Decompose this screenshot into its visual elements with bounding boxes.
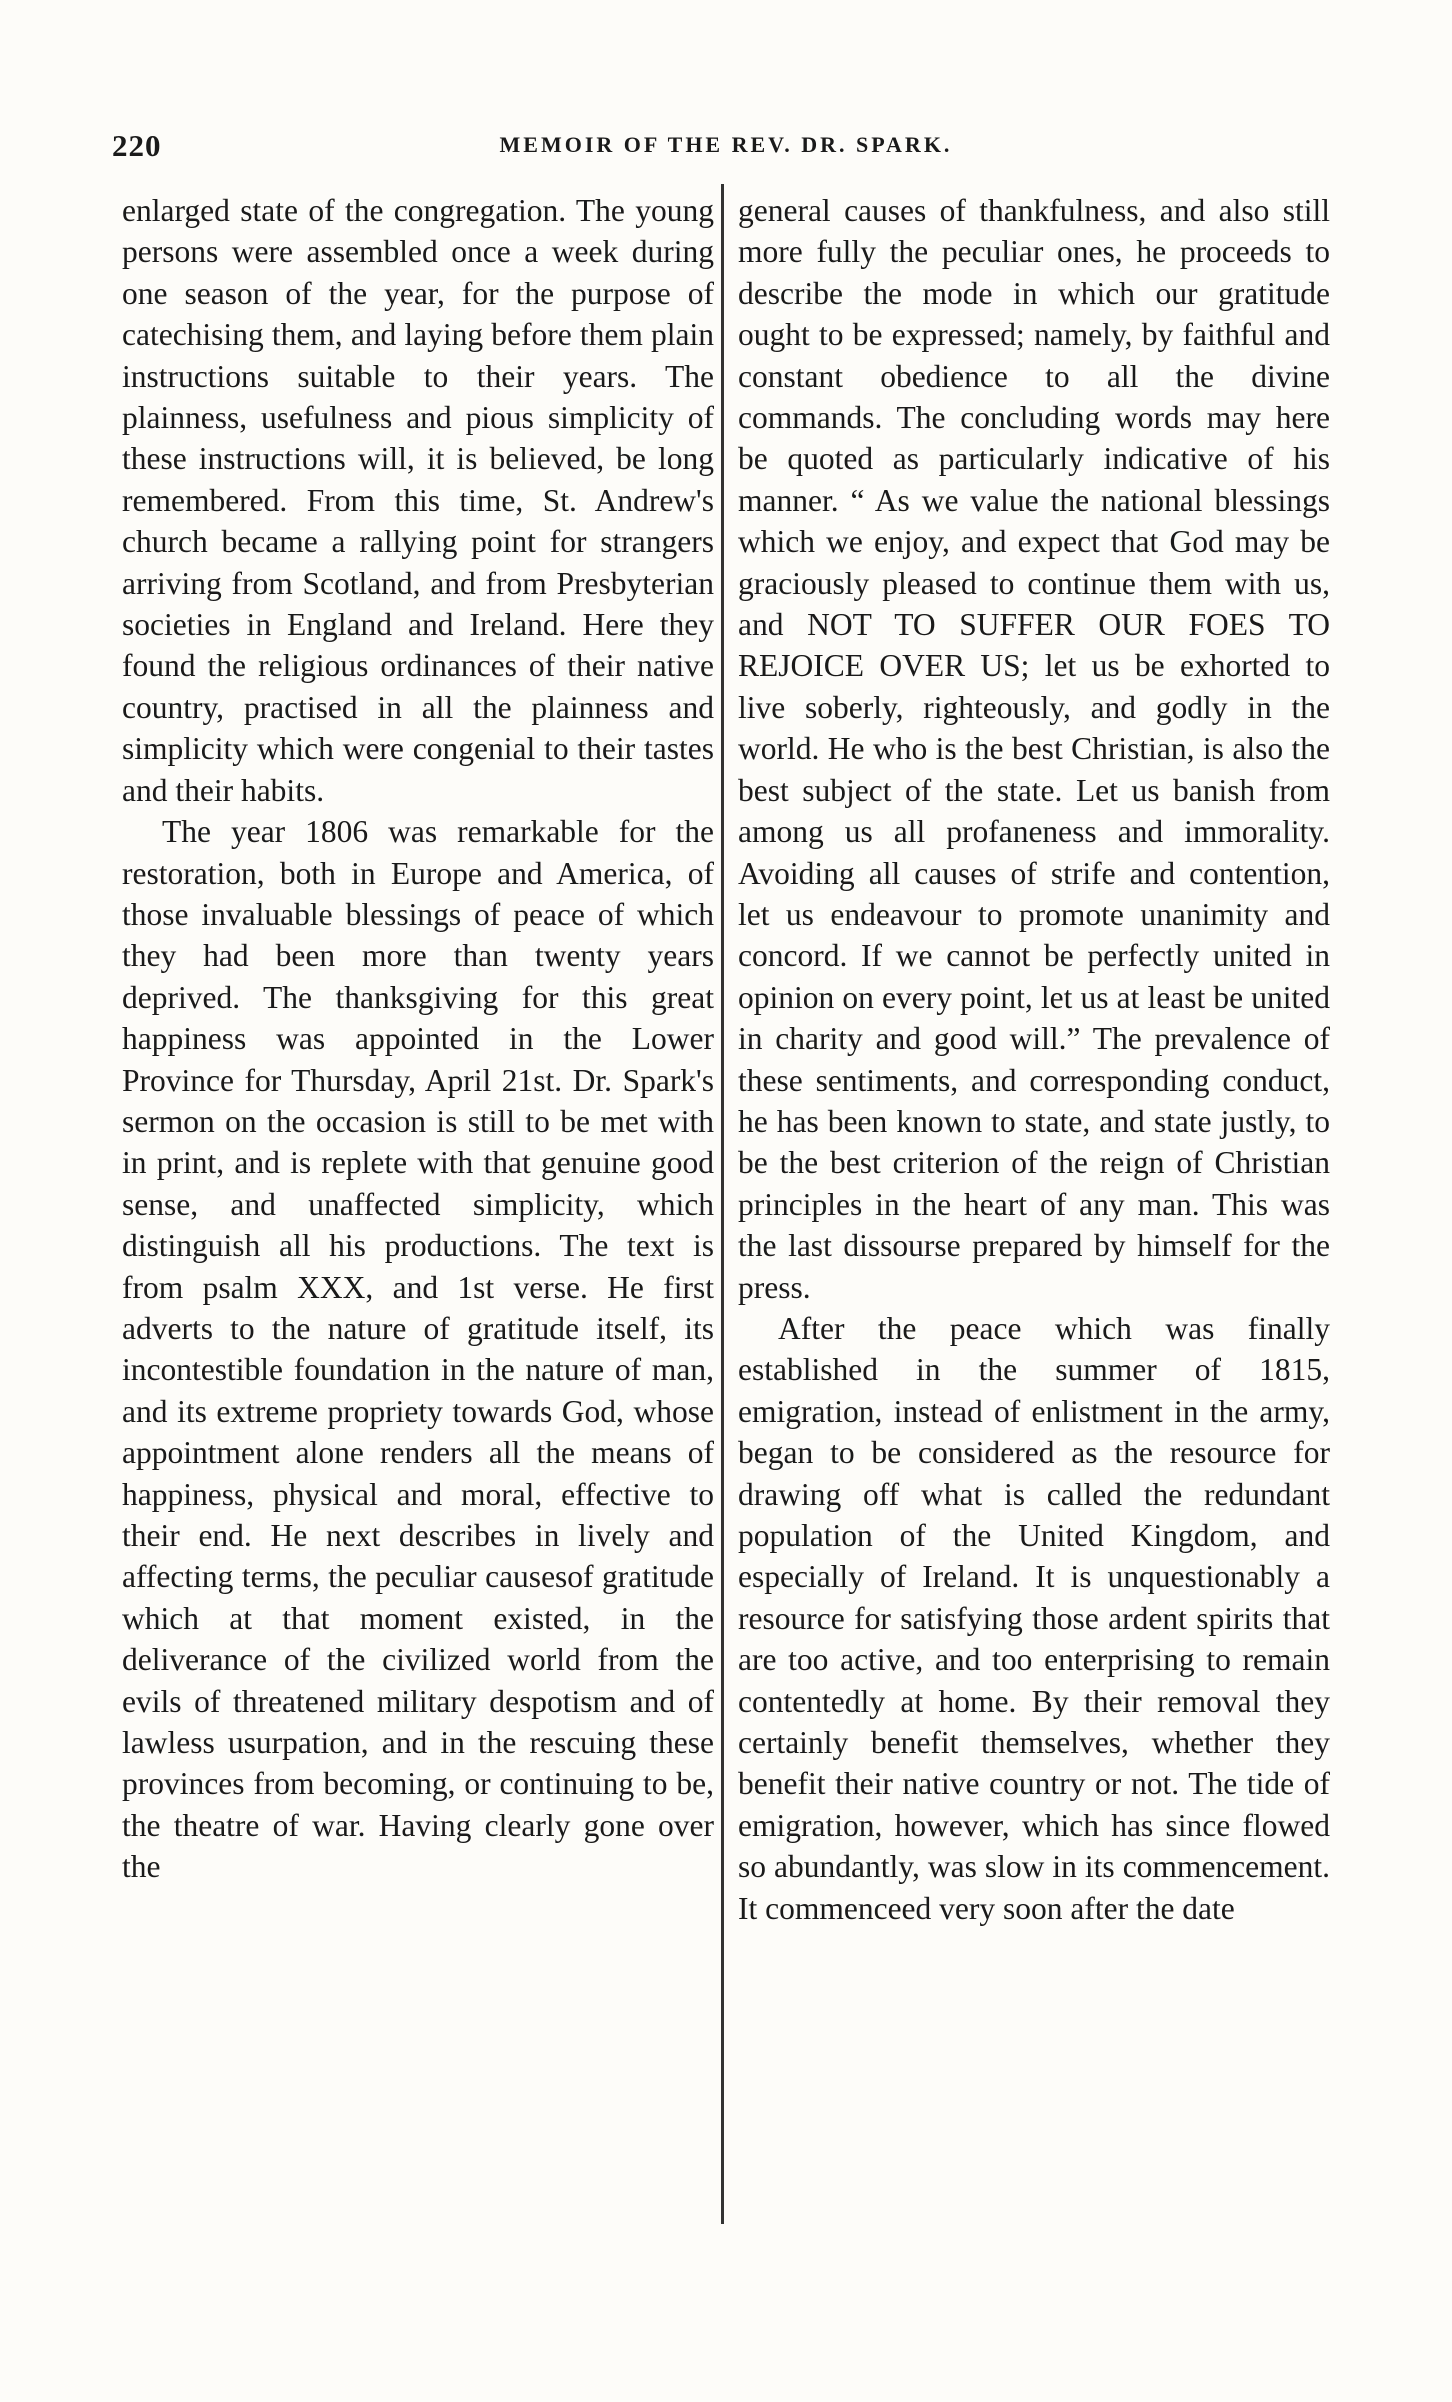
- page-header: [112, 128, 1340, 168]
- paragraph: enlarged state of the congregation. The young persons were assembled once a week during one season of the year, for the purpose of catechising them, and laying before them plain instructions suitable to their years. The plainness, usefulness and pious simplicity of these instructions will, it is believed, be long remembered. From this time, St. Andrew's church became a rallying point for strangers arriving from Scotland, and from Presbyterian societies in England and Ireland. Here they found the religious ordinances of their native country, practised in all the plainness and simplicity which were congenial to their tastes and their habits.: [122, 193, 714, 808]
- paragraph: After the peace which was finally established in the summer of 1815, emigration, instead of enlistment in the army, began to be considered as the resource for drawing off what is called the redundant population of the United Kingdom, and especially of Ireland. It is unquestionably a resource for satisfying those ardent spirits that are too active, and too enterprising to remain contentedly at home. By their removal they certainly benefit themselves, whether they benefit their native country or not. The tide of emigration, however, which has since flowed so abundantly, was slow in its commencement. It commenceed very soon after the date: [738, 1310, 1330, 1926]
- paragraph: general causes of thankfulness, and also still more fully the peculiar ones, he proceeds to describe the mode in which our gratitude ought to be expressed; namely, by faithful and constant obedience to all the divine commands. The concluding words may here be quoted as particularly indicative of his manner. “ As we value the national blessings which we enjoy, and expect that God may be graciously pleased to continue them with us, and NOT TO SUFFER OUR FOES TO REJOICE OVER US; let us be exhorted to live soberly, righteously, and godly in the world. He who is the best Christian, is also the best subject of the state. Let us banish from among us all profaneness and immorality. Avoiding all causes of strife and contention, let us endeavour to promote unanimity and concord. If we cannot be perfectly united in opinion on every point, let us at least be united in charity and good will.” The prevalence of these sentiments, and corresponding conduct, he has been known to state, and state justly, to be the best criterion of the reign of Christian principles in the heart of any man. This was the last dissourse prepared by himself for the press.: [738, 193, 1330, 1305]
- paragraph: The year 1806 was remarkable for the restoration, both in Europe and America, of those invaluable blessings of peace of which they had been more than twenty years deprived. The thanksgiving for this great happiness was appointed in the Lower Province for Thursday, April 21st. Dr. Spark's sermon on the occasion is still to be met with in print, and is replete with that genuine good sense, and unaffected simplicity, which distinguish all his productions. The text is from psalm XXX, and 1st verse. He first adverts to the nature of gratitude itself, its incontestible foundation in the nature of man, and its extreme propriety towards God, whose appointment alone renders all the means of happiness, physical and moral, effective to their end. He next describes in lively and affecting terms, the peculiar causesof gratitude which at that moment existed, in the deliverance of the civilized world from the evils of threatened military despotism and of lawless usurpation, and in the rescuing these provinces from becoming, or continuing to be, the theatre of war. Having clearly gone over the: [122, 814, 714, 1885]
- page-number: 220: [112, 128, 162, 163]
- left-column: [122, 190, 714, 1888]
- right-column: [738, 190, 1330, 1929]
- running-head: MEMOIR OF THE REV. DR. SPARK.: [499, 132, 953, 157]
- column-divider: [721, 184, 724, 2224]
